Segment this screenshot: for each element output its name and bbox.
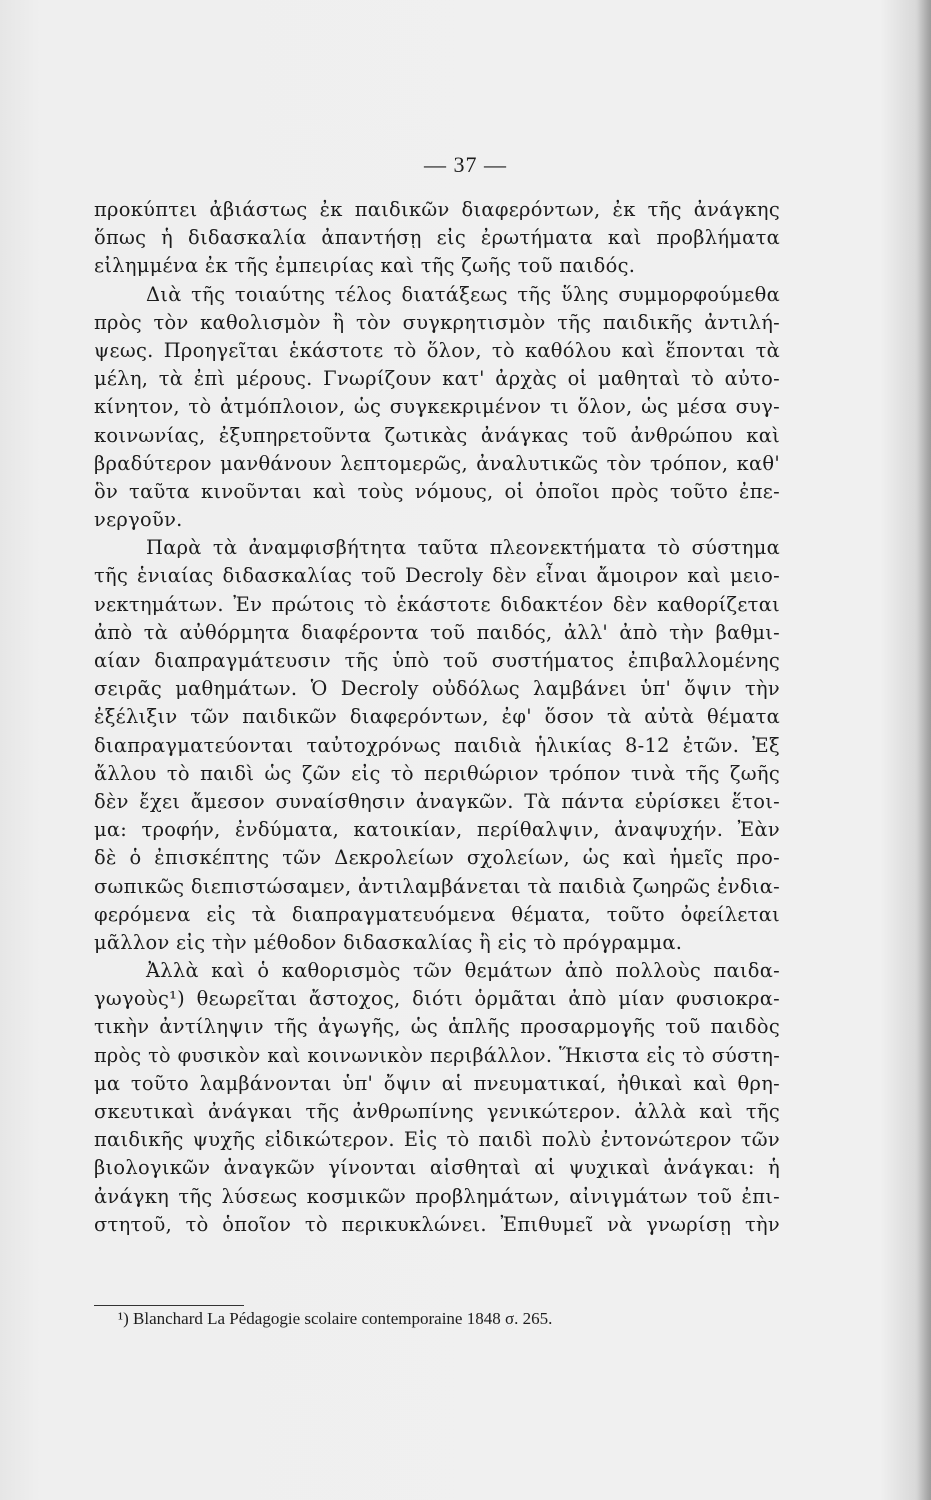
text-line: μα τοῦτο λαμβάνονται ὑπ' ὄψιν αἱ πνευματικαί, ἠθικαὶ καὶ θρη- <box>94 1071 780 1095</box>
text-line: Ἀλλὰ καὶ ὁ καθορισμὸς τῶν θεμάτων ἀπὸ πολλοὺς παιδα- <box>146 959 780 983</box>
text-line: κοινωνίας, ἐξυπηρετοῦντα ζωτικὰς ἀνάγκας τοῦ ἀνθρώπου καὶ <box>94 423 780 447</box>
text-line: κίνητον, τὸ ἀτμόπλοιον, ὡς συγκεκριμένον τι ὅλον, ὡς μέσα συγ- <box>94 395 780 419</box>
text-line: τικὴν ἀντίληψιν τῆς ἀγωγῆς, ὡς ἁπλῆς προσαρμογῆς τοῦ παιδὸς <box>94 1015 780 1039</box>
text-line: φερόμενα εἰς τὰ διαπραγματευόμενα θέματα, τοῦτο ὀφείλεται <box>94 902 780 926</box>
text-line: μέλη, τὰ ἐπὶ μέρους. Γνωρίζουν κατ' ἀρχὰς οἱ μαθηταὶ τὸ αὐτο- <box>94 367 780 391</box>
text-line: βιολογικῶν ἀναγκῶν γίνονται αἰσθηταὶ αἱ ψυχικαὶ ἀνάγκαι: ἡ <box>94 1156 780 1180</box>
text-line: Διὰ τῆς τοιαύτης τέλος διατάξεως τῆς ὕλης συμμορφούμεθα <box>146 282 780 306</box>
text-line: ἐξέλιξιν τῶν παιδικῶν διαφερόντων, ἐφ' ὅσον τὰ αὐτὰ θέματα <box>94 705 780 729</box>
text-line: ἀνάγκη τῆς λύσεως κοσμικῶν προβλημάτων, αἰνιγμάτων τοῦ ἐπι- <box>94 1184 780 1208</box>
text-line: βραδύτερον μανθάνουν λεπτομερῶς, ἀναλυτικῶς τὸν τρόπον, καθ' <box>94 451 780 475</box>
body-text <box>94 196 780 1239</box>
text-line: πρὸς τὸν καθολισμὸν ἢ τὸν συγκρητισμὸν τῆς παιδικῆς ἀντιλή- <box>94 310 780 334</box>
text-line: σειρᾶς μαθημάτων. Ὁ Decroly οὐδόλως λαμβάνει ὑπ' ὄψιν τὴν <box>94 677 780 701</box>
text-line: γωγοὺς¹) θεωρεῖται ἄστοχος, διότι ὁρμᾶται ἀπὸ μίαν φυσιοκρα- <box>94 987 780 1011</box>
text-line: προκύπτει ἀβιάστως ἐκ παιδικῶν διαφερόντων, ἐκ τῆς ἀνάγκης <box>94 198 780 221</box>
text-line: σωπικῶς διεπιστώσαμεν, ἀντιλαμβάνεται τὰ παιδιὰ ζωηρῶς ἐνδια- <box>94 874 780 898</box>
text-line: πρὸς τὸ φυσικὸν καὶ κοινωνικὸν περιβάλλον. Ἥκιστα εἰς τὸ σύστη- <box>94 1043 780 1067</box>
page-edge-shadow <box>917 0 931 1500</box>
text-line: μᾶλλον εἰς τὴν μέθοδον διδασκαλίας ἢ εἰς τὸ πρόγραμμα. <box>94 930 683 954</box>
text-line: τῆς ἑνιαίας διδασκαλίας τοῦ Decroly δὲν εἶναι ἄμοιρον καὶ μειο- <box>94 564 780 588</box>
text-line: δὲν ἔχει ἄμεσον συναίσθησιν ἀναγκῶν. Τὰ πάντα εὑρίσκει ἕτοι- <box>94 789 780 813</box>
text-line: νεργοῦν. <box>94 508 183 532</box>
page-number: — 37 — <box>424 152 507 177</box>
footnote-divider <box>94 1305 244 1306</box>
text-line: ἄλλου τὸ παιδὶ ὡς ζῶν εἰς τὸ περιθώριον τρόπον τινὰ τῆς ζωῆς <box>94 761 780 785</box>
text-line: δὲ ὁ ἐπισκέπτης τῶν Δεκρολείων σχολείων, ὡς καὶ ἡμεῖς προ- <box>94 846 780 870</box>
footnote: ¹) Blanchard La Pédagogie scolaire contemporaine 1848 σ. 265. <box>118 1309 553 1328</box>
text-line: ψεως. Προηγεῖται ἑκάστοτε τὸ ὅλον, τὸ καθόλου καὶ ἕπονται τὰ <box>94 338 780 362</box>
text-line: στητοῦ, τὸ ὁποῖον τὸ περικυκλώνει. Ἐπιθυμεῖ νὰ γνωρίσῃ τὴν <box>94 1212 780 1236</box>
text-line: σκευτικαὶ ἀνάγκαι τῆς ἀνθρωπίνης γενικώτερον. ἀλλὰ καὶ τῆς <box>94 1100 780 1123</box>
text-line: εἰλημμένα ἐκ τῆς ἐμπειρίας καὶ τῆς ζωῆς τοῦ παιδός. <box>94 254 636 278</box>
text-line: παιδικῆς ψυχῆς εἰδικώτερον. Εἰς τὸ παιδὶ πολὺ ἐντονώτερον τῶν <box>94 1128 780 1152</box>
text-line: νεκτημάτων. Ἐν πρώτοις τὸ ἑκάστοτε διδακτέον δὲν καθορίζεται <box>94 592 780 616</box>
text-line: ὃν ταῦτα κινοῦνται καὶ τοὺς νόμους, οἱ ὁποῖοι πρὸς τοῦτο ἐπε- <box>94 479 780 503</box>
text-line: αίαν διαπραγμάτευσιν τῆς ὑπὸ τοῦ συστήματος ἐπιβαλλομένης <box>94 649 780 672</box>
text-line: ἀπὸ τὰ αὐθόρμητα διαφέροντα τοῦ παιδός, ἀλλ' ἀπὸ τὴν βαθμι- <box>94 620 780 644</box>
text-line: Παρὰ τὰ ἀναμφισβήτητα ταῦτα πλεονεκτήματα τὸ σύστημα <box>146 536 780 560</box>
text-line: ὅπως ἡ διδασκαλία ἀπαντήσῃ εἰς ἐρωτήματα καὶ προβλήματα <box>94 226 780 250</box>
text-line: διαπραγματεύονται ταὐτοχρόνως παιδιὰ ἡλικίας 8-12 ἐτῶν. Ἐξ <box>94 733 780 757</box>
text-line: μα: τροφήν, ἐνδύματα, κατοικίαν, περίθαλψιν, ἀναψυχήν. Ἐὰν <box>94 818 780 842</box>
